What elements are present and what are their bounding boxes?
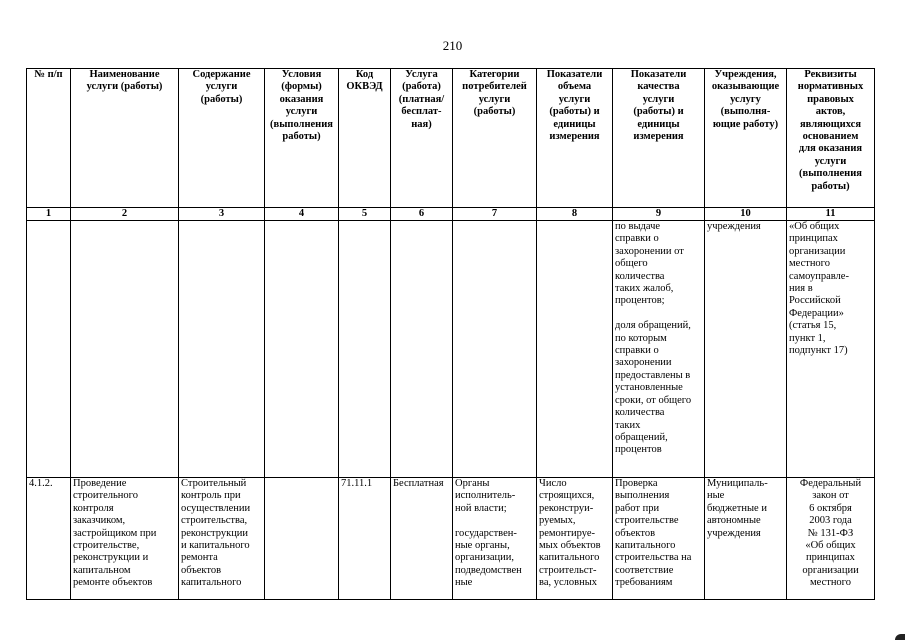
table-cell: «Об общих принципах организации местного самоуправле- ния в Российской Федерации» (статья 15, пункт 1, подпункт 17)	[787, 221, 875, 478]
header-cell: Показатели объема услуги (работы) и единицы измерения	[537, 69, 613, 208]
table-cell: Федеральный закон от 6 октября 2003 года № 131-ФЗ «Об общих принципах организации местного	[787, 478, 875, 600]
column-number-row	[27, 208, 875, 221]
table-cell: 4.1.2.	[27, 478, 71, 600]
table-cell: 71.11.1	[339, 478, 391, 600]
header-cell: Код ОКВЭД	[339, 69, 391, 208]
column-number: 7	[453, 208, 537, 221]
table-cell: по выдаче справки о захоронении от общего количества таких жалоб, процентов; доля обращений, по которым справки о захоронении предоставлены в установленные сроки, от общего количества таких обращений, процентов	[613, 221, 705, 478]
page-number: 210	[442, 38, 463, 53]
table-cell	[537, 221, 613, 478]
table-cell: Органы исполнитель- ной власти; государствен- ные органы, организации, подведомствен ные	[453, 478, 537, 600]
table-cell: Бесплатная	[391, 478, 453, 600]
services-table	[26, 68, 875, 600]
header-cell: Категории потребителей услуги (работы)	[453, 69, 537, 208]
column-number: 6	[391, 208, 453, 221]
header-cell: Показатели качества услуги (работы) и единицы измерения	[613, 69, 705, 208]
table-cell: Число строящихся, реконструи- руемых, ремонтируе- мых объектов капитального строительст- ва, условных	[537, 478, 613, 600]
table-cell	[265, 221, 339, 478]
header-cell: Содержание услуги (работы)	[179, 69, 265, 208]
header-cell: Учреждения, оказывающие услугу (выполня- ющие работу)	[705, 69, 787, 208]
table-cell	[71, 221, 179, 478]
header-row	[27, 69, 875, 208]
column-number: 10	[705, 208, 787, 221]
header-cell: Наименование услуги (работы)	[71, 69, 179, 208]
table-cell: Строительный контроль при осуществлении строительства, реконструкции и капитального ремонта объектов капитального	[179, 478, 265, 600]
table-cell: Муниципаль- ные бюджетные и автономные учреждения	[705, 478, 787, 600]
header-cell: Реквизиты нормативных правовых актов, являющихся основанием для оказания услуги (выполнения работы)	[787, 69, 875, 208]
table-cell: учреждения	[705, 221, 787, 478]
header-cell: Условия (формы) оказания услуги (выполнения работы)	[265, 69, 339, 208]
table-cell: Проверка выполнения работ при строительстве объектов капитального строительства на соответствие требованиям	[613, 478, 705, 600]
table-cell	[391, 221, 453, 478]
table-cell: Проведение строительного контроля заказчиком, застройщиком при строительстве, реконструкции и капитальном ремонте объектов	[71, 478, 179, 600]
column-number: 1	[27, 208, 71, 221]
column-number: 8	[537, 208, 613, 221]
header-cell: Услуга (работа) (платная/ бесплат- ная)	[391, 69, 453, 208]
table-cell	[453, 221, 537, 478]
table-cell	[265, 478, 339, 600]
header-cell: № п/п	[27, 69, 71, 208]
table-cell	[179, 221, 265, 478]
column-number: 11	[787, 208, 875, 221]
table-cell	[339, 221, 391, 478]
column-number: 3	[179, 208, 265, 221]
column-number: 2	[71, 208, 179, 221]
table-row	[27, 221, 875, 478]
column-number: 5	[339, 208, 391, 221]
table-cell	[27, 221, 71, 478]
table-row	[27, 478, 875, 600]
column-number: 4	[265, 208, 339, 221]
scan-artifact	[895, 634, 905, 640]
column-number: 9	[613, 208, 705, 221]
